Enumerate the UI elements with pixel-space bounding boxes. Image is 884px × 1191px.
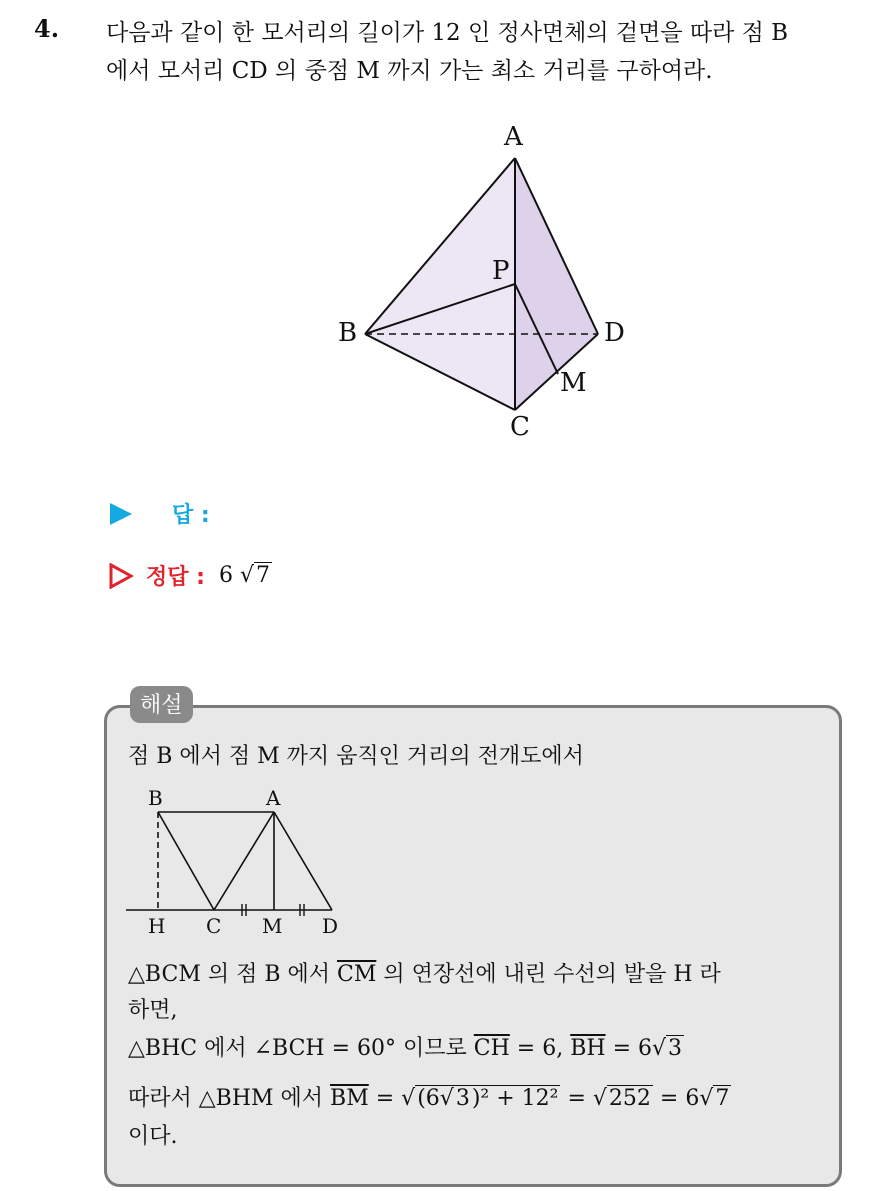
- radicand: 3: [668, 1036, 683, 1061]
- radicand: [415, 1085, 560, 1111]
- solution-line-1: 점 B 에서 점 M 까지 움직인 거리의 전개도에서: [128, 744, 584, 769]
- question-line-2: 에서 모서리 CD 의 중점 M 까지 가는 최소 거리를 구하여라.: [106, 58, 713, 84]
- text-segment: =: [368, 1086, 402, 1111]
- text-segment: 따라서 △BHM 에서: [128, 1086, 331, 1111]
- question-text: [106, 14, 876, 90]
- vertex-label-d: D: [604, 318, 625, 348]
- vertex-label-b: B: [338, 318, 358, 348]
- radicand: 252: [608, 1086, 651, 1111]
- text-segment: =: [560, 1086, 593, 1111]
- correct-answer-value: [219, 563, 272, 588]
- solution-line-4: [128, 1034, 684, 1064]
- segment-ch: $\overline{CH}$: [473, 1036, 510, 1061]
- sqrt-symbol: √7: [699, 1086, 730, 1111]
- radicand: 7: [715, 1086, 730, 1111]
- sqrt-symbol: √252: [592, 1086, 651, 1111]
- point-label-m: M: [560, 368, 587, 398]
- text-segment: = 6: [652, 1086, 700, 1111]
- text-segment: 의 연장선에 내린 수선의 발을 H 라: [376, 962, 721, 987]
- sqrt-symbol: √7: [239, 563, 270, 588]
- segment-bh: $\overline{BH}$: [570, 1036, 606, 1061]
- net-label-d: D: [322, 914, 339, 938]
- sqrt-symbol: √3: [439, 1086, 470, 1111]
- text-segment: = 6,: [509, 1036, 571, 1061]
- text-segment: △BHC 에서 ∠BCH = 60° 이므로: [128, 1036, 474, 1061]
- tetrahedron-svg: [320, 118, 640, 453]
- net-label-c: C: [206, 914, 222, 938]
- radicand: 3: [455, 1086, 470, 1111]
- solution-tag: 해설: [130, 686, 193, 723]
- solution-line-5: [128, 1084, 731, 1114]
- sqrt-symbol: √(6√3)² + 12²: [401, 1084, 560, 1114]
- net-label-a: A: [266, 786, 281, 810]
- answer-coefficient: 6: [218, 563, 233, 588]
- point-label-p: P: [492, 256, 510, 286]
- answer-label: 답 :: [172, 503, 210, 528]
- text-segment: = 6: [605, 1036, 652, 1061]
- segment-cm: $\overline{CM}$: [337, 962, 377, 987]
- answer-row: [108, 498, 210, 529]
- net-diagram: [122, 786, 352, 942]
- tetrahedron-figure: [320, 118, 640, 453]
- vertex-label-c: C: [510, 412, 530, 442]
- segment-bm: $\overline{BM}$: [330, 1086, 369, 1111]
- text-segment: △BCM 의 점 B 에서: [128, 962, 337, 987]
- vertex-label-a: A: [504, 122, 523, 152]
- net-label-m: M: [262, 914, 283, 938]
- play-triangle-icon: [108, 502, 134, 526]
- question-line-1: 다음과 같이 한 모서리의 길이가 12 인 정사면체의 겉면을 따라 점 B: [106, 20, 789, 46]
- correct-answer-row: [108, 560, 272, 591]
- correct-answer-label: 정답 :: [146, 565, 205, 590]
- radicand-part: (6: [417, 1086, 440, 1111]
- question-number: 4.: [34, 14, 60, 43]
- solution-line-6: 이다.: [128, 1124, 178, 1149]
- solution-line-2: [128, 960, 721, 990]
- solution-box: [104, 705, 842, 1187]
- net-label-b: B: [148, 786, 163, 810]
- net-label-h: H: [148, 914, 166, 938]
- sqrt-symbol: √3: [652, 1036, 683, 1061]
- radicand-part: )² + 12²: [471, 1086, 559, 1111]
- answer-radicand: 7: [256, 563, 270, 588]
- outline-triangle-icon: [108, 563, 134, 589]
- solution-line-3: 하면,: [128, 998, 178, 1023]
